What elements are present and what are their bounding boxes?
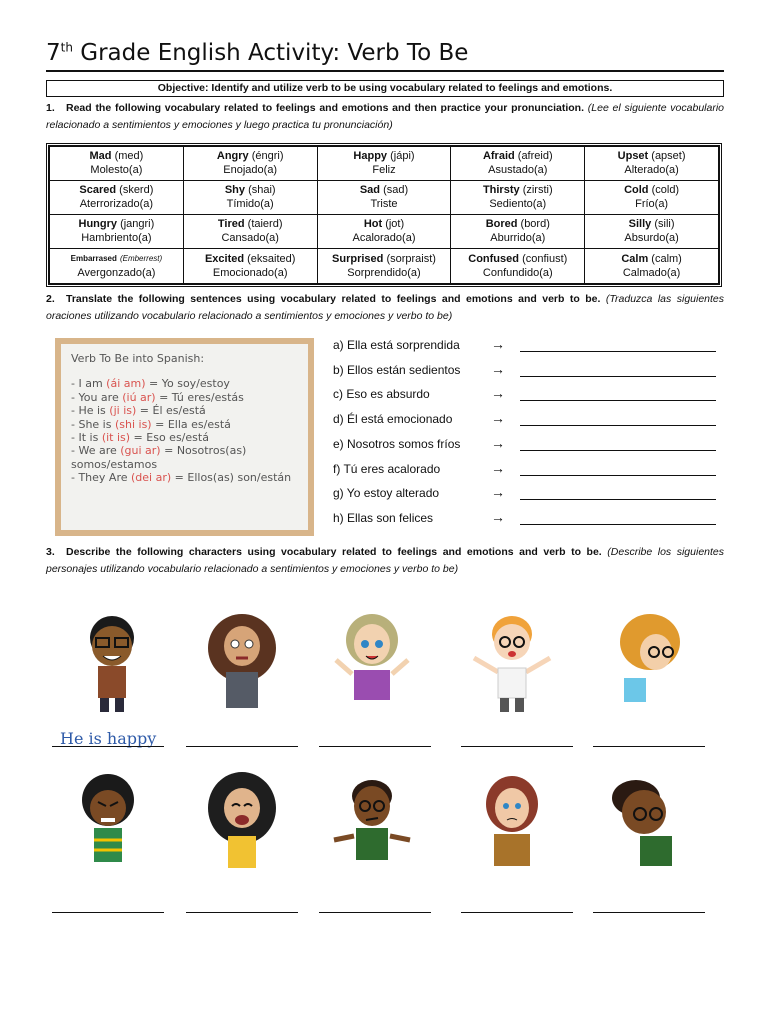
character-boy-surprised — [470, 608, 554, 716]
vocab-cell: Mad (med) Molesto(a) — [50, 147, 184, 181]
character-boy-happy — [70, 608, 154, 716]
page-title: 7th Grade English Activity: Verb To Be — [46, 40, 469, 66]
translation-sentence: d) Él está emocionado — [333, 412, 453, 427]
whiteboard-line: - It is (it is) = Eso es/está — [71, 431, 209, 445]
translation-answer-line[interactable] — [520, 376, 716, 377]
answer-line-9[interactable] — [461, 912, 573, 913]
translation-row — [333, 387, 723, 407]
translation-row — [333, 412, 723, 432]
vocab-cell: Calm (calm) Calmado(a) — [585, 248, 719, 283]
translation-row — [333, 508, 723, 531]
answer-line-4[interactable] — [461, 746, 573, 747]
vocab-row — [50, 214, 719, 248]
translation-sentence: e) Nosotros somos fríos — [333, 436, 461, 451]
whiteboard-line: - I am (ái am) = Yo soy/estoy — [71, 377, 230, 391]
whiteboard-heading: Verb To Be into Spanish: — [71, 352, 205, 365]
translation-sentence: f) Tú eres acalorado — [333, 461, 441, 476]
whiteboard-line: - We are (gui ar) = Nosotros(as) somos/estamos — [71, 444, 247, 471]
vocab-cell: Tired (taierd) Cansado(a) — [183, 214, 317, 248]
vocab-row — [50, 147, 719, 181]
objective-box: Objective: Identify and utilize verb to be using vocabulary related to feelings and emotions. — [46, 80, 724, 97]
translation-answer-line[interactable] — [520, 425, 716, 426]
character-woman-worried — [470, 770, 554, 878]
character-boy-angry — [66, 770, 150, 878]
question-1: 1. Read the following vocabulary related to feelings and emotions and then practice your pronunciation. (Lee el siguiente vocabulario relacionado a sentimientos y emociones y luego practica tu pronunciación) — [46, 102, 724, 131]
translation-sentence: b) Ellos están sedientos — [333, 362, 461, 377]
character-girl-hot — [610, 608, 694, 716]
answer-line-3[interactable] — [319, 746, 431, 747]
vocab-cell: Sad (sad) Triste — [317, 180, 451, 214]
translation-answer-line[interactable] — [520, 351, 716, 352]
vocab-cell: Happy (jápi) Feliz — [317, 147, 451, 181]
answer-line-5[interactable] — [593, 746, 705, 747]
translation-row — [333, 338, 723, 358]
vocab-cell: Upset (apset) Alterado(a) — [585, 147, 719, 181]
vocab-row — [50, 248, 719, 283]
question-2: 2. Translate the following sentences using vocabulary related to feelings and emotions and verb to be. (Traduzca las siguientes oraciones utilizando vocabulario relacionado a sentimientos y emociones y verbo to be) — [46, 293, 725, 322]
vocab-cell: Silly (sili) Absurdo(a) — [585, 214, 719, 248]
vocab-cell: Angry (éngri) Enojado(a) — [183, 147, 317, 181]
answer-line-1[interactable] — [52, 746, 164, 747]
arrow-right-icon: → — [491, 434, 505, 451]
title-rule — [46, 70, 724, 72]
vocab-cell: Hungry (jangri) Hambriento(a) — [50, 214, 184, 248]
whiteboard — [55, 338, 314, 536]
vocab-cell: Embarrased (Emberrest) Avergonzado(a) — [50, 248, 184, 283]
translation-answer-line[interactable] — [520, 475, 716, 476]
translation-answer-line[interactable] — [520, 499, 716, 500]
vocab-cell: Scared (skerd) Aterrorizado(a) — [50, 180, 184, 214]
translation-sentence: g) Yo estoy alterado — [333, 486, 440, 501]
arrow-right-icon: → — [491, 410, 505, 427]
arrow-right-icon: → — [491, 484, 505, 501]
vocab-cell: Excited (eksaited) Emocionado(a) — [183, 248, 317, 283]
question-3: 3. Describe the following characters using vocabulary related to feelings and emotions and verb to be. (Describe los siguientes personajes utilizando vocabulario relacionado a sentimientos y emociones y verbo to be) — [46, 546, 725, 575]
whiteboard-line: - He is (ji is) = Él es/está — [71, 404, 206, 418]
translation-answer-line[interactable] — [520, 524, 716, 525]
translation-sentence: a) Ella está sorprendida — [333, 338, 460, 352]
translation-row — [333, 459, 723, 482]
vocab-row — [50, 180, 719, 214]
vocabulary-table — [46, 143, 722, 287]
answer-line-8[interactable] — [319, 912, 431, 913]
arrow-right-icon: → — [491, 385, 505, 402]
character-man-sad — [600, 770, 684, 878]
vocab-cell: Confused (confiust) Confundido(a) — [451, 248, 585, 283]
whiteboard-line: - They Are (dei ar) = Ellos(as) son/están — [71, 471, 292, 485]
translation-sentence: c) Eso es absurdo — [333, 387, 430, 402]
translation-row — [333, 434, 723, 457]
whiteboard-line: - You are (iú ar) = Tú eres/estás — [71, 390, 244, 404]
character-man-confused — [330, 770, 414, 878]
translation-row — [333, 486, 723, 506]
character-girl-afraid — [200, 608, 284, 716]
answer-line-10[interactable] — [593, 912, 705, 913]
whiteboard-line: - She is (shi is) = Ella es/está — [71, 417, 231, 431]
arrow-right-icon: → — [491, 508, 505, 525]
arrow-right-icon: → — [491, 360, 505, 377]
character-girl-crying — [200, 770, 284, 878]
character-girl-excited — [330, 608, 414, 716]
answer-line-7[interactable] — [186, 912, 298, 913]
translation-row — [333, 360, 723, 383]
vocab-cell: Hot (jot) Acalorado(a) — [317, 214, 451, 248]
sample-answer: He is happy — [60, 729, 157, 748]
translation-sentence: h) Ellas son felices — [333, 510, 434, 525]
translation-answer-line[interactable] — [520, 400, 716, 401]
answer-line-6[interactable] — [52, 912, 164, 913]
translation-answer-line[interactable] — [520, 450, 716, 451]
vocab-cell: Bored (bord) Aburrido(a) — [451, 214, 585, 248]
arrow-right-icon: → — [491, 459, 505, 476]
vocab-cell: Thirsty (zirsti) Sediento(a) — [451, 180, 585, 214]
vocab-cell: Surprised (sorpraist) Sorprendido(a) — [317, 248, 451, 283]
arrow-right-icon: → — [491, 336, 505, 352]
answer-line-2[interactable] — [186, 746, 298, 747]
vocab-cell: Afraid (afreid) Asustado(a) — [451, 147, 585, 181]
vocab-cell: Shy (shai) Tímido(a) — [183, 180, 317, 214]
vocab-cell: Cold (cold) Frío(a) — [585, 180, 719, 214]
